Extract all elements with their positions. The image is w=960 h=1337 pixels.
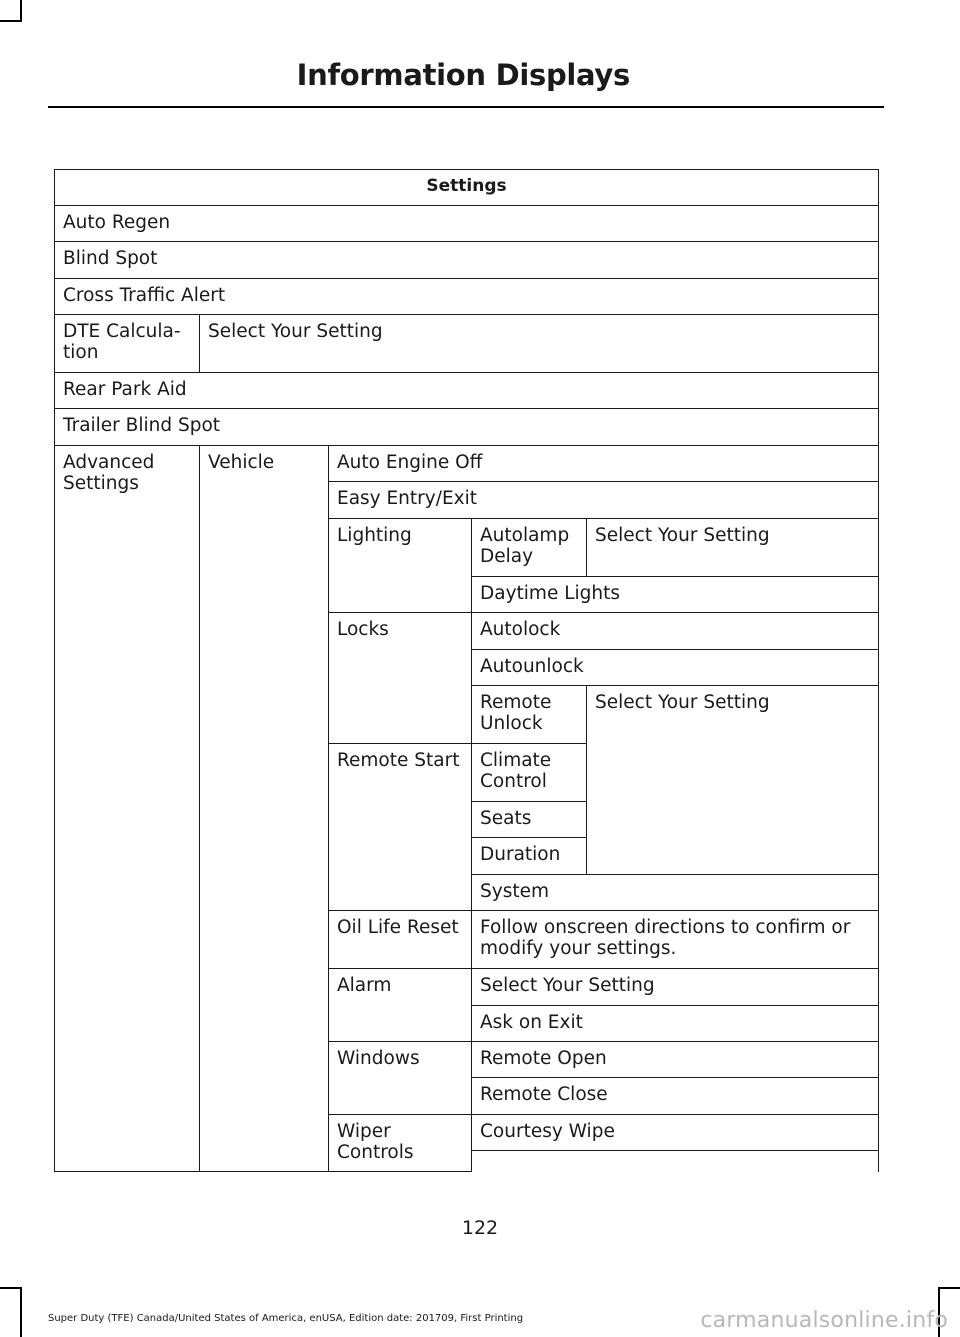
- cell-autounlock: Autounlock: [472, 650, 879, 686]
- cell-advanced-settings: Advanced Settings: [55, 446, 200, 1172]
- crop-mark-top-left-h: [0, 20, 22, 22]
- cell-autolock: Autolock: [472, 613, 879, 650]
- row-cross-traffic-alert: Cross Traffic Alert: [55, 279, 879, 315]
- crop-mark-bottom-left-h: [0, 1287, 20, 1289]
- cell-remote-start: Remote Start: [329, 744, 472, 911]
- cell-wiper-controls: Wiper Controls: [329, 1115, 472, 1172]
- cell-locks: Locks: [329, 613, 472, 744]
- page-title: Information Displays: [296, 58, 630, 92]
- cell-dte-select-setting: Select Your Setting: [200, 315, 879, 373]
- cell-courtesy-wipe: Courtesy Wipe: [472, 1115, 879, 1151]
- cell-duration: Duration: [472, 838, 587, 875]
- cell-dte-calculation: DTE Calcula-tion: [55, 315, 200, 373]
- watermark: carmanualsonline.info: [700, 1308, 948, 1333]
- cell-daytime-lights: Daytime Lights: [472, 577, 879, 613]
- page-number: 122: [461, 1217, 499, 1239]
- cell-auto-engine-off: Auto Engine Off: [329, 446, 879, 482]
- cell-windows: Windows: [329, 1042, 472, 1115]
- cell-alarm: Alarm: [329, 969, 472, 1042]
- cell-lighting: Lighting: [329, 519, 472, 613]
- cell-seats: Seats: [472, 802, 587, 838]
- cell-autolamp-select-setting: Select Your Setting: [587, 519, 879, 577]
- cell-vehicle: Vehicle: [200, 446, 329, 1172]
- header-rule: [48, 106, 884, 108]
- row-rear-park-aid: Rear Park Aid: [55, 373, 879, 409]
- crop-mark-top-left-v: [20, 0, 22, 22]
- cell-autolamp-delay: Autolamp Delay: [472, 519, 587, 577]
- cell-remote-open: Remote Open: [472, 1042, 879, 1078]
- row-trailer-blind-spot: Trailer Blind Spot: [55, 409, 879, 446]
- cell-easy-entry-exit: Easy Entry/Exit: [329, 482, 879, 519]
- cell-oil-life-directions: Follow onscreen directions to confirm or modify your settings.: [472, 911, 879, 969]
- table-heading: Settings: [55, 170, 879, 206]
- cell-oil-life-reset: Oil Life Reset: [329, 911, 472, 969]
- row-blind-spot: Blind Spot: [55, 242, 879, 279]
- crop-mark-bottom-right-h: [940, 1287, 960, 1289]
- footer-text: Super Duty (TFE) Canada/United States of America, enUSA, Edition date: 201709, First Printing: [48, 1313, 524, 1324]
- row-auto-regen: Auto Regen: [55, 206, 879, 242]
- cell-remote-close: Remote Close: [472, 1078, 879, 1115]
- cell-alarm-select-setting: Select Your Setting: [472, 969, 879, 1006]
- cell-climate-control: Climate Control: [472, 744, 587, 802]
- cell-empty-continuation: [472, 1151, 879, 1172]
- cell-ask-on-exit: Ask on Exit: [472, 1006, 879, 1042]
- cell-system: System: [472, 875, 879, 911]
- crop-mark-bottom-left-v: [20, 1287, 22, 1337]
- settings-table: [54, 169, 879, 1172]
- cell-remote-unlock: Remote Unlock: [472, 686, 587, 744]
- cell-remote-select-setting: Select Your Setting: [587, 686, 879, 875]
